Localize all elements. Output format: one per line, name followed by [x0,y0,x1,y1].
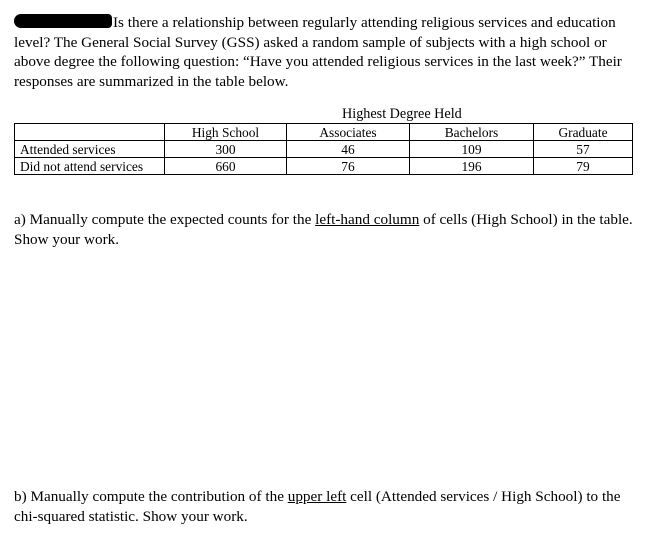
redaction-mark [14,14,112,28]
cell-attended-bachelors: 109 [410,141,534,158]
column-header-bachelors: Bachelors [410,124,534,141]
gss-table [14,123,633,175]
question-b-text-start: b) Manually compute the contribution of the [14,488,288,505]
question-a-underlined: left-hand column [315,211,420,228]
table-row [15,141,633,158]
row-label-did-not-attend: Did not attend services [15,158,165,175]
intro-paragraph [14,13,640,91]
column-header-blank [15,124,165,141]
cell-not-attended-associates: 76 [287,158,410,175]
cell-attended-high-school: 300 [165,141,287,158]
column-header-graduate: Graduate [534,124,633,141]
column-header-associates: Associates [287,124,410,141]
column-header-high-school: High School [165,124,287,141]
cell-not-attended-bachelors: 196 [410,158,534,175]
row-label-attended: Attended services [15,141,165,158]
cell-not-attended-high-school: 660 [165,158,287,175]
question-b [14,487,640,526]
table-title: Highest Degree Held [342,106,462,122]
table-row [15,158,633,175]
question-a-text-end: of cells (High School) in the table. Show your work. [14,211,633,248]
question-a-text-start: a) Manually compute the expected counts for the [14,211,316,228]
cell-attended-associates: 46 [287,141,410,158]
intro-text: Is there a relationship between regularly attending religious services and education level? The General Social Survey (GSS) asked a random sample of subjects with a high school or above degree the following question: “Have you attended religious services in the last week?” Their responses are summarized in the table below. [14,14,622,90]
question-b-underlined: upper left [287,488,347,505]
question-b-text-end: cell (Attended services / High School) to the chi-squared statistic. Show your work. [14,488,621,525]
cell-not-attended-graduate: 79 [534,158,633,175]
question-a [14,210,640,249]
table-header-row [15,124,633,141]
cell-attended-graduate: 57 [534,141,633,158]
